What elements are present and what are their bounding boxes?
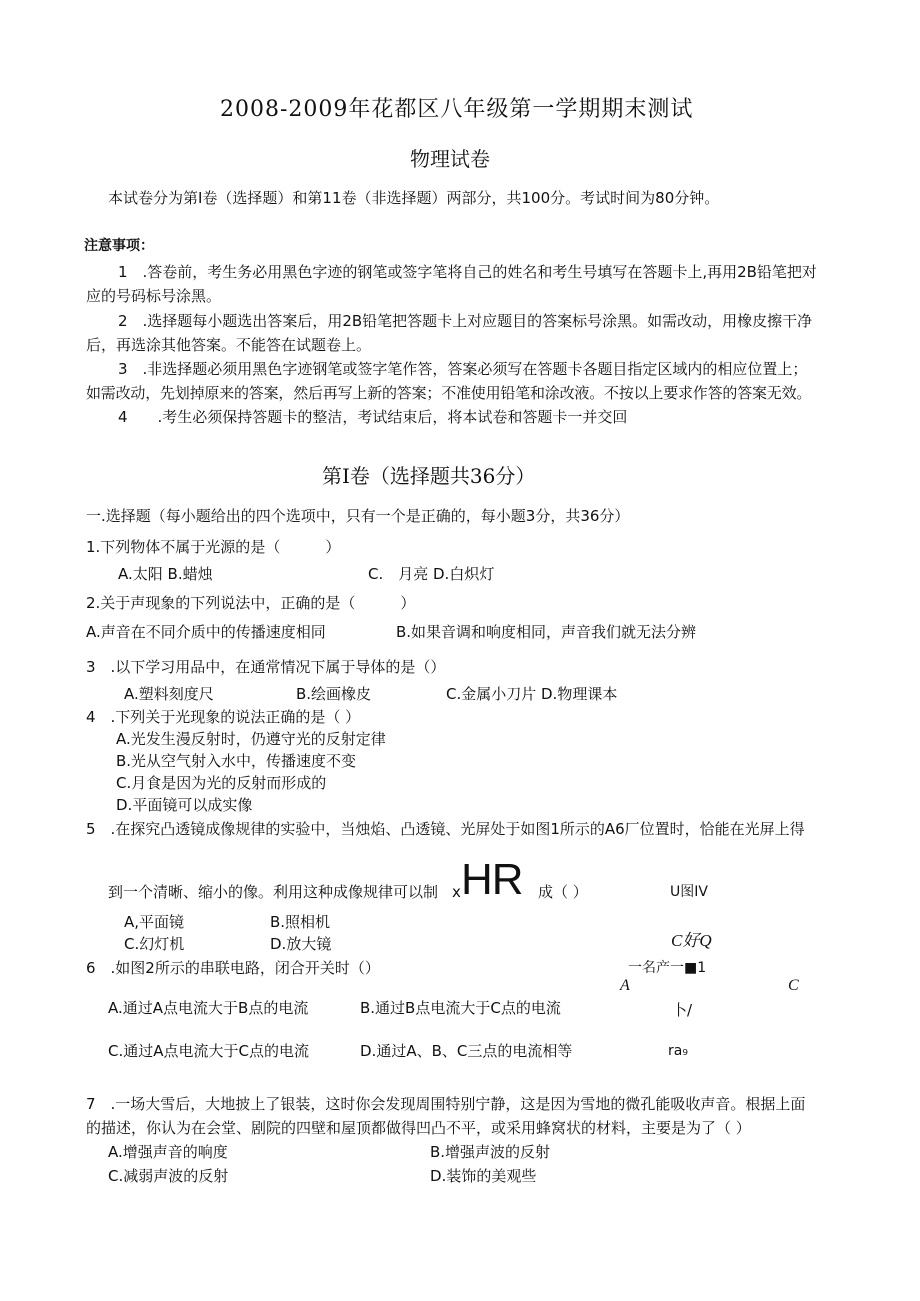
q1-stem: 1.下列物体不属于光源的是（ ） bbox=[86, 538, 341, 556]
q5-option-b: B.照相机 bbox=[270, 913, 331, 931]
notice-heading: 注意事项： bbox=[84, 238, 154, 254]
q6-option-d: D.通过A、B、C三点的电流相等 bbox=[360, 1042, 573, 1060]
q7-stem-line-1: 7 .一场大雪后，大地披上了银装，这时你会发现周围特别宁静，这是因为雪地的微孔能吸收声音。根据上面 bbox=[86, 1095, 806, 1113]
q5-artifact-hr: HR bbox=[461, 855, 523, 904]
figure-2-point-a: A bbox=[620, 977, 630, 994]
exam-title: 2008-2009年花都区八年级第一学期期末测试 bbox=[220, 97, 694, 122]
figure-2-point-c: C bbox=[788, 977, 799, 994]
q4-stem: 4 .下列关于光现象的说法正确的是（ ） bbox=[86, 708, 361, 726]
q5-option-a: A,平面镜 bbox=[124, 913, 185, 931]
q7-option-a: A.增强声音的响度 bbox=[108, 1143, 228, 1161]
q4-option-b: B.光从空气射入水中，传播速度不变 bbox=[116, 752, 357, 770]
figure-2-top: 一名产一■1 bbox=[628, 960, 707, 976]
q3-options-cd: C.金属小刀片 D.物理课本 bbox=[446, 685, 618, 703]
q6-stem: 6 .如图2所示的串联电路，闭合开关时（） bbox=[86, 959, 380, 977]
q4-option-c: C.月食是因为光的反射而形成的 bbox=[116, 774, 327, 792]
figure-2-bottom: ra₉ bbox=[668, 1043, 688, 1059]
notice-item-2-line-1: 2 .选择题每小题选出答案后，用2B铅笔把答题卡上对应题目的答案标号涂黑。如需改动，用橡皮擦干净 bbox=[118, 312, 813, 330]
q1-options-ab: A.太阳 B.蜡烛 bbox=[118, 565, 213, 583]
q7-option-b: B.增强声波的反射 bbox=[430, 1143, 551, 1161]
q2-option-a: A.声音在不同介质中的传播速度相同 bbox=[86, 623, 326, 641]
notice-item-2-line-2: 后，再选涂其他答案。不能答在试题卷上。 bbox=[86, 336, 372, 354]
notice-item-3-line-2: 如需改动，先划掉原来的答案，然后再写上新的答案；不准使用铅笔和涂改液。不按以上要求作答的答案无效。 bbox=[86, 384, 812, 402]
q5-artifact-x: x bbox=[452, 883, 461, 901]
q2-option-b: B.如果音调和响度相同，声音我们就无法分辨 bbox=[396, 623, 697, 641]
q5-option-c: C.幻灯机 bbox=[124, 935, 185, 953]
q3-option-b: B.绘画橡皮 bbox=[296, 685, 372, 703]
figure-1-label: U图IV bbox=[670, 884, 708, 900]
q3-option-a: A.塑料刻度尺 bbox=[124, 685, 214, 703]
notice-item-3-line-1: 3 .非选择题必须用黑色字迹钢笔或签字笔作答，答案必须写在答题卡各题目指定区域内的相应位置上； bbox=[118, 360, 808, 378]
q2-stem: 2.关于声现象的下列说法中，正确的是（ ） bbox=[86, 594, 416, 612]
q6-option-b: B.通过B点电流大于C点的电流 bbox=[360, 999, 561, 1017]
q4-option-d: D.平面镜可以成实像 bbox=[116, 796, 253, 814]
exam-intro: 本试卷分为第Ⅰ卷（选择题）和第11卷（非选择题）两部分，共100分。考试时间为80分钟。 bbox=[108, 189, 720, 207]
q1-options-cd: C. 月亮 D.白炽灯 bbox=[368, 565, 495, 583]
q5-stem-line-2: 到一个清晰、缩小的像。利用这种成像规律可以制 bbox=[108, 883, 439, 901]
notice-item-1-line-1: 1 .答卷前，考生务必用黑色字迹的钢笔或签字笔将自己的姓名和考生号填写在答题卡上,再用2B铅笔把对 bbox=[118, 263, 817, 281]
section-instruction: 一.选择题（每小题给出的四个选项中，只有一个是正确的，每小题3分，共36分） bbox=[86, 507, 630, 525]
q5-stem: 5 .在探究凸透镜成像规律的实验中，当烛焰、凸透镜、光屏处于如图1所示的A6厂位置时，恰能在光屏上得 bbox=[86, 820, 805, 838]
figure-2-middle: 卜/ bbox=[672, 1001, 693, 1019]
q5-option-d: D.放大镜 bbox=[270, 935, 332, 953]
q7-option-c: C.减弱声波的反射 bbox=[108, 1167, 229, 1185]
exam-subtitle: 物理试卷 bbox=[410, 147, 490, 171]
q3-stem: 3 .以下学习用品中，在通常情况下属于导体的是（） bbox=[86, 658, 446, 676]
q5-stem-line-2-end: 成（ ） bbox=[538, 883, 588, 901]
figure-1-text: C好Q bbox=[671, 931, 712, 950]
q7-option-d: D.装饰的美观些 bbox=[430, 1167, 537, 1185]
notice-item-1-line-2: 应的号码标号涂黑。 bbox=[86, 287, 222, 305]
q6-option-a: A.通过A点电流大于B点的电流 bbox=[108, 999, 309, 1017]
section-title: 第Ⅰ卷（选择题共36分） bbox=[322, 464, 536, 488]
q4-option-a: A.光发生漫反射时，仍遵守光的反射定律 bbox=[116, 730, 386, 748]
notice-item-4: 4 .考生必须保持答题卡的整洁，考试结束后，将本试卷和答题卡一并交回 bbox=[118, 408, 628, 426]
q7-stem-line-2: 的描述，你认为在会堂、剧院的四壁和屋顶都做得凹凸不平，或采用蜂窝状的材料，主要是为了（ ） bbox=[86, 1119, 751, 1137]
q6-option-c: C.通过A点电流大于C点的电流 bbox=[108, 1042, 309, 1060]
